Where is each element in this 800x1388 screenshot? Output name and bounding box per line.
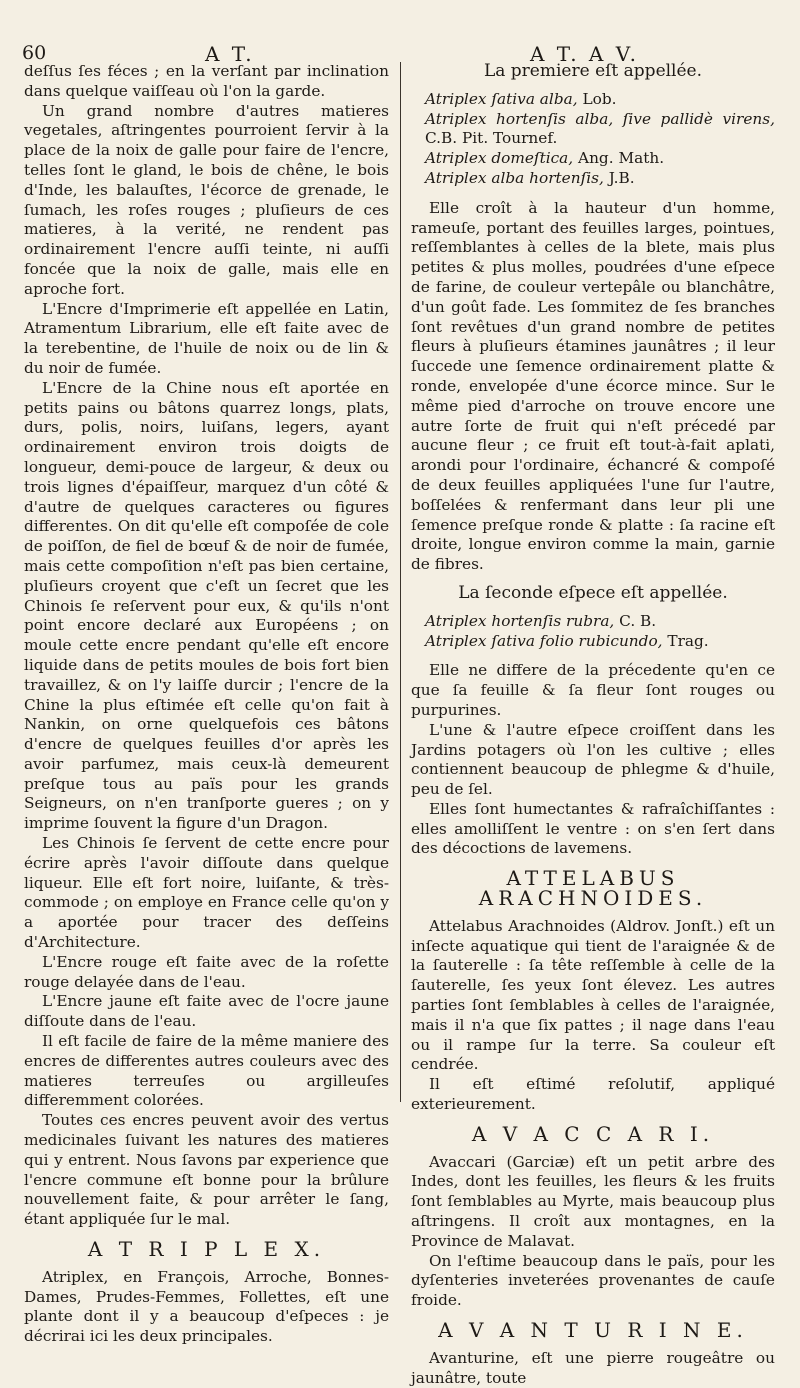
paragraph: Avaccari (Garciæ) eſt un petit arbre des Indes, dont les feuilles, les fleurs & les fruits ſont ſemblables au Myrte, mais beaucoup plus aſtringens. Il croît aux montagnes, en la Province de Malavat. — [411, 1152, 775, 1250]
paragraph: On l'eſtime beaucoup dans le païs, pour les dyſenteries inveterées provenantes de cauſe froide. — [411, 1251, 775, 1310]
left-column — [24, 62, 389, 1347]
paragraph: Il eſt facile de faire de la même maniere des encres de differentes autres couleurs avec des matieres terreuſes ou argilleuſes differemment colorées. — [24, 1032, 389, 1110]
paragraph: Elles ſont humectantes & rafraîchiſſantes : elles amolliſſent le ventre : on s'en ſert dans des décoctions de lavemens. — [411, 799, 775, 858]
paragraph: Un grand nombre d'autres matieres vegetales, aſtringentes pourroient ſervir à la place de la noix de galle pour faire de l'encre, telles ſont le gland, le bois de chêne, le bois d'Inde, les balauſtes, l'écorce de grenade, le ſumach, les roſes rouges ; pluſieurs de ces matieres, à la verité, ne rendent pas ordinairement l'encre auſſi teinte, ni auſſi foncée que la noix de galle, mais elle en aproche fort. — [24, 101, 389, 298]
synonym-author: Ang. Math. — [573, 149, 665, 168]
paragraph: Attelabus Arachnoides (Aldrov. Jonſt.) eſt un inſecte aquatique qui tient de l'araignée & de la ſauterelle : ſa tête reſſemble à celle de la ſauterelle, ſes yeux ſont élevez. Les autres parties ſont ſemblables à celles de l'araignée, mais il n'a que ſix pattes ; il nage dans l'eau ou il rampe ſur la terre. Sa couleur eſt cendrée. — [411, 916, 775, 1074]
synonym-entry — [411, 612, 775, 632]
synonym-author: Trag. — [662, 631, 709, 650]
right-column — [411, 62, 775, 1388]
paragraph: Elle croît à la hauteur d'un homme, rameuſe, portant des feuilles larges, pointues, reſſemblantes à celles de la blete, mais plus petites & plus molles, poudrées d'une eſpece de farine, de couleur vertepâle ou blanchâtre, d'un goût fade. Les ſommitez de ſes branches ſont revêtues d'un grand nombre de petites fleurs à pluſieurs étamines jaunâtres ; il leur ſuccede une ſemence ordinairement platte & ronde, envelopée d'une écorce mince. Sur le même pied d'arroche on trouve encore une autre ſorte de fruit qui n'eſt précedé par aucune fleur ; ce fruit eſt tout-à-fait aplati, arondi pour l'ordinaire, échancré & compoſé de deux feuilles appliquées l'une ſur l'autre, boſſelées & renfermant dans leur pli une ſemence preſque ronde & platte : ſa racine eſt droite, longue environ comme la main, garnie de fibres. — [411, 198, 775, 574]
paragraph: Atriplex, en François, Arroche, Bonnes-Dames, Prudes-Femmes, Follettes, eſt une plante dont il y a beaucoup d'eſpeces : je décrirai ici les deux principales. — [24, 1267, 389, 1346]
synonym-name: Atriplex hortenſis rubra, — [425, 611, 615, 630]
subheading-seconde: La ſeconde eſpece eſt appellée. — [458, 582, 728, 603]
synonym-entry — [411, 110, 775, 150]
running-head-left: A T. — [205, 42, 255, 66]
column-divider — [400, 62, 401, 1102]
synonym-entry — [411, 149, 775, 169]
paragraph: L'Encre jaune eſt faite avec de l'ocre jaune diſſoute dans de l'eau. — [24, 992, 389, 1031]
paragraph: L'Encre de la Chine nous eſt aportée en petits pains ou bâtons quarrez longs, plats, durs, polis, noirs, luiſans, legers, ayant ordinairement environ trois doigts de longueur, demi-pouce de largeur, & deux ou trois lignes d'épaiſſeur, marquez d'un côté & d'autre de quelques caracteres ou figures differentes. On dit qu'elle eſt compoſée de cole de poiſſon, de fiel de bœuf & de noir de fumée, mais cette compoſition n'eſt pas bien certaine, pluſieurs croyent que c'eſt un ſecret que les Chinois ſe reſervent pour eux, & qu'ils n'ont point encore declaré aux Européens ; on moule cette encre pendant qu'elle eſt encore liquide dans de petits moules de bois fort bien travaillez, & on l'y laiſſe durcir ; l'encre de la Chine la plus eſtimée eſt celle qu'on fait à Nankin, on orne quelquefois ces bâtons d'encre de quelques feuilles d'or après les avoir parfumez, mais ceux-là demeurent preſque tous au païs pour les grands Seigneurs, on n'en tranſporte gueres ; on y imprime ſouvent la figure d'un Dragon. — [24, 378, 389, 833]
paragraph: deſſus ſes féces ; en la verſant par inclination dans quelque vaiſſeau où l'on la garde. — [24, 62, 389, 100]
synonym-author: C.B. Pit. Tournef. — [425, 129, 558, 148]
section-heading-attelabus: ATTELABUS ARACHNOIDES. — [478, 866, 708, 911]
running-head-right: A T. A V. — [530, 42, 640, 66]
paragraph: L'Encre rouge eſt faite avec de la roſette rouge delayée dans de l'eau. — [24, 952, 389, 991]
synonym-name: Atriplex ſativa folio rubicundo, — [425, 631, 663, 650]
paragraph: Elle ne differe de la précedente qu'en ce que ſa feuille & ſa fleur ſont rouges ou purpurines. — [411, 661, 775, 719]
synonym-entry — [411, 90, 775, 110]
paragraph: Avanturine, eſt une pierre rougeâtre ou jaunâtre, toute — [411, 1348, 775, 1387]
section-heading-avaccari: A V A C C A R I. — [471, 1121, 715, 1146]
synonym-name: Atriplex alba hortenſis, — [425, 168, 604, 187]
section-heading-atriplex: A T R I P L E X. — [87, 1237, 326, 1262]
synonym-list — [411, 90, 775, 189]
paragraph: Il eſt eſtimé reſolutif, appliqué exterieurement. — [411, 1075, 775, 1114]
section-heading-avanturine: A V A N T U R I N E. — [438, 1318, 748, 1343]
synonym-name: Atriplex hortenſis alba, ſive pallidè virens, — [425, 109, 775, 128]
synonym-name: Atriplex ſativa alba, — [425, 89, 578, 108]
synonym-author: C. B. — [614, 611, 657, 630]
page-number: 60 — [22, 42, 47, 64]
synonym-author: J.B. — [603, 168, 635, 187]
subheading-premiere: La premiere eſt appellée. — [483, 61, 703, 81]
synonym-name: Atriplex domeſtica, — [425, 149, 574, 168]
synonym-entry — [411, 632, 775, 652]
synonym-list — [411, 612, 775, 652]
synonym-entry — [411, 169, 775, 189]
synonym-author: Lob. — [577, 89, 617, 108]
paragraph: Toutes ces encres peuvent avoir des vertus medicinales ſuivant les natures des matieres qui y entrent. Nous ſavons par experience que l'encre commune eſt bonne pour la brûlure nouvellement faite, & pour arrêter le ſang, étant appliquée ſur le mal. — [24, 1111, 389, 1229]
paragraph: Les Chinois ſe ſervent de cette encre pour écrire après l'avoir diſſoute dans quelque liqueur. Elle eſt fort noire, luiſante, & très-commode ; on employe en France celle qu'on y a aportée pour tracer des deſſeins d'Architecture. — [24, 834, 389, 952]
paragraph: L'une & l'autre eſpece croiſſent dans les Jardins potagers où l'on les cultive ; elles contiennent beaucoup de phlegme & d'huile, peu de ſel. — [411, 720, 775, 799]
paragraph: L'Encre d'Imprimerie eſt appellée en Latin, Atramentum Librarium, elle eſt faite avec de la terebentine, de l'huile de noix ou de lin & du noir de fumée. — [24, 299, 389, 377]
